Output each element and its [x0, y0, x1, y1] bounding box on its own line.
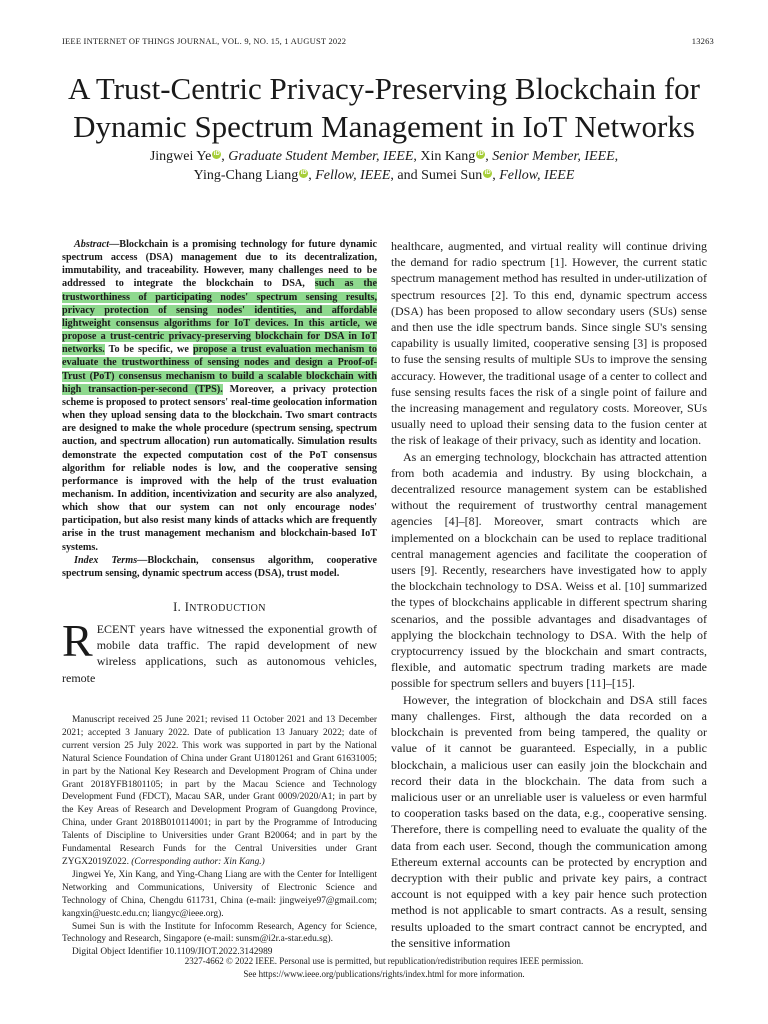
author-role: Fellow, IEEE	[499, 167, 575, 183]
orcid-icon[interactable]: iD	[213, 151, 220, 157]
rights-link[interactable]: See https://www.ieee.org/publications/rights/index.html for more information.	[243, 968, 525, 979]
copyright-line: 2327-4662 © 2022 IEEE. Personal use is permitted, but republication/redistribution requires IEEE permission.	[184, 956, 584, 966]
author-conjunction: and	[397, 167, 418, 183]
orcid-icon[interactable]: iD	[300, 169, 307, 176]
journal-name: IEEE INTERNET OF THINGS JOURNAL, VOL. 9, NO. 15, 1 AUGUST 2022	[62, 36, 347, 46]
index-terms-label: Index Terms	[74, 554, 138, 566]
footnote-affiliation: Sumei Sun is with the Institute for Infocomm Research, Agency for Science, Technology and Research, Singapore (e-mail: sunsm@i2r.a-star.edu.sg).	[62, 921, 377, 945]
author-list: Jingwei Ye iD , Graduate Student Member, IEEE, Xin Kang iD , Senior Member, IEEE, Ying-Chang Liang iD , Fellow, IEEE, and Sumei Sun iD , Fellow, IEEE	[149, 149, 619, 183]
section-heading: I. INTRODUCTION	[173, 600, 266, 615]
author-name: Sumei Sun	[421, 167, 483, 183]
author-name: Jingwei Ye	[149, 149, 212, 164]
abstract-text-pre: Blockchain is a promising technology for future dynamic spectrum access (DSA) management due to its decentralization, immutability, and traceability. However, many challenges need to be addressed to integrate the blockchain to DSA,	[62, 239, 377, 290]
footnote-doi: Digital Object Identifier 10.1109/JIOT.2022.3142989	[72, 947, 273, 958]
abstract-highlight: propose a trust evaluation mechanism to evaluate the trustworthiness of sensing nodes and design a Proof-of-Trust (PoT) consensus mechanism to build a scalable blockchain with high transaction-per-second (TPS).	[62, 344, 377, 395]
title-line-2: Dynamic Spectrum Management in IoT Networks	[73, 109, 695, 144]
orcid-icon[interactable]: iD	[477, 151, 484, 157]
body-paragraph: healthcare, augmented, and virtual reality will continue driving the demand for radio spectrum [1]. However, the current static spectrum management method has resulted in under-utilization of spectrum resources [2]. To this end, dynamic spectrum access (DSA) has been proposed to allow secondary users (SUs) sense and then use the idle spectrum bands. Since single SU's sensing capability is usually limited, cooperative sensing [3] is proposed to fuse the sensing results of multiple SUs to improve the sensing accuracy. However, the traditional usage of a center to collect and fuse sensing results faces the risk of a single point of failure and the increasing management and regulatory costs. Moreover, SUs usually need to upload their sensing data to the fusion center at the risk of leakage of their privacy, such as identity and location.	[391, 239, 707, 448]
intro-paragraph: ECENT years have witnessed the exponential growth of mobile data traffic. The rapid development of new wireless applications, such as autonomous vehicles, remote	[62, 622, 377, 685]
author-role: Graduate Student Member, IEEE	[228, 149, 414, 164]
author-role: Fellow, IEEE	[315, 167, 391, 183]
body-paragraph: However, the integration of blockchain and DSA still faces many challenges. First, although the data recorded on a blockchain is prevented from being tampered, the quality or value of it cannot be guaranteed. Especially, in a public blockchain, a malicious user can easily join the blockchain and record their data in the blockchain. The data from such a malicious user or an unreliable user is valueless or even harmful to cooperation tasks based on the data, e.g., cooperative sensing. Therefore, there is compelling need to evaluate the quality of the data from each user. Second, though the communication among Ethereum external accounts can be protected by encryption and decryption with their public and private key pairs, a contract account is not equipped with a key pair hence such protection method is not applicable to smart contracts. As a result, sensing results uploaded to the smart contract cannot be encrypted, and the sensitive information	[391, 692, 707, 950]
author-role: Senior Member, IEEE	[492, 149, 615, 164]
paper-title	[0, 70, 768, 146]
introduction-text	[62, 615, 377, 686]
footnote-funding: Manuscript received 25 June 2021; revised 11 October 2021 and 13 December 2021; accepted 3 January 2022. Date of publication 13 January 2022; date of current version 25 July 2022. This work was supported in part by the National Natural Science Foundation of China under Grant U1801261 and Grant 61631005; in part by the National Key Research and Development Program of China under Grant 2018YFB1801105; in part by the Macau Science and Technology Development Fund (FDCT), Macau SAR, under Grant 0009/2020/A1; in part by the Key Areas of Research and Development Program of Guangdong Province, China, under Grant 2018B010114001; in part by the Programme of Introducing Talents of Discipline to Universities under Grant B20064; and in part by the Fundamental Research Funds for the Central Universities under Grant ZYGX2019Z022. (Corresponding author: Xin Kang.)	[62, 715, 377, 867]
drop-cap: R	[62, 615, 93, 667]
author-name: Ying-Chang Liang	[193, 167, 299, 183]
page-number: 13263	[691, 36, 714, 46]
body-paragraph: As an emerging technology, blockchain has attracted attention from both academia and industry. By using blockchain, a decentralized resource management system can be established without the requirement of trustworthy central management agencies [4]–[8]. Moreover, smart contracts which are implemented on a blockchain can be used to replace traditional central management agencies and facilitate the cooperation of users [9]. Recently, researchers have investigated how to apply the blockchain technology to DSA. Weiss et al. [10] summarized the types of blockchains applicable in different spectrum sharing scenarios, and the possible advantages and disadvantages of applying the blockchain technology to DSA. With the help of cryptocurrency issued by the blockchain and smart contracts, flexible, and automatic spectrum trading markets are made possible for spectrum sellers and buyers [11]–[15].	[391, 449, 707, 691]
abstract-label: Abstract	[74, 239, 110, 250]
author-name: Xin Kang	[420, 149, 476, 164]
corresponding-author: (Corresponding author: Xin Kang.)	[131, 856, 265, 867]
orcid-icon[interactable]: iD	[484, 169, 491, 176]
abstract: Abstract—Blockchain is a promising technology for future dynamic spectrum access (DSA) management due to its decentralization, immutability, and traceability. However, many challenges need to be addressed to integrate the blockchain to DSA, such as the trustworthiness of participating nodes' spectrum sensing results, privacy protection of sensing nodes' identities, and affordable lightweight consensus algorithms for IoT devices. In this article, we propose a trust-centric privacy-preserving blockchain for DSA in IoT networks. To be specific, we propose a trust evaluation mechanism to evaluate the trustworthiness of sensing nodes and design a Proof-of-Trust (PoT) consensus mechanism to build a scalable blockchain with high transaction-per-second (TPS). Moreover, a privacy protection scheme is proposed to protect sensors' real-time geolocation information when they upload sensing data to the blockchain. Two smart contracts are designed to make the whole procedure (spectrum sensing, spectrum auction, and spectrum allocation) run automatically. Simulation results demonstrate the expected computation cost of the PoT consensus algorithm for reliable nodes is low, and the cooperative sensing performance is improved with the help of the trust evaluation mechanism. In addition, incentivization and security are also analyzed, which show that our system can not only encourage nodes' participation, but also resist many kinds of attacks which are frequently arise in the trust management mechanism and blockchain-based IoT systems. Index Terms—Blockchain, consensus algorithm, cooperative spectrum sensing, dynamic spectrum access (DSA), trust model.	[62, 239, 378, 579]
footnotes	[62, 714, 377, 959]
footnote-affiliation: Jingwei Ye, Xin Kang, and Ying-Chang Liang are with the Center for Intelligent Networking and Communications, University of Electronic Science and Technology of China, Chengdu 611731, China (e-mail: jingweiye97@gmail.com; kangxin@uestc.edu.cn; liangyc@ieee.org).	[62, 869, 377, 919]
left-column	[62, 238, 377, 686]
abstract-text-post: Moreover, a privacy protection scheme is proposed to protect sensors' real-time geolocation information when they upload sensing data to the blockchain. Two smart contracts are designed to make the whole procedure (spectrum sensing, spectrum auction, and spectrum allocation) run automatically. Simulation results demonstrate the expected computation cost of the PoT consensus algorithm for reliable nodes is low, and the cooperative sensing performance is improved with the help of the trust evaluation mechanism. In addition, incentivization and security are also analyzed, which show that our system can not only encourage nodes' participation, but also resist many kinds of attacks which are frequently arise in the trust management mechanism and blockchain-based IoT systems.	[62, 383, 378, 553]
right-column	[391, 238, 707, 951]
abstract-highlight: such as the trustworthiness of participating nodes' spectrum sensing results, privacy protection of sensing nodes' identities, and affordable lightweight consensus algorithms for IoT devices. In this article, we propose a trust-centric privacy-preserving blockchain for DSA in IoT networks.	[62, 278, 377, 356]
index-terms: Index Terms—Blockchain, consensus algorithm, cooperative spectrum sensing, dynamic spectrum access (DSA), trust model.	[62, 554, 377, 579]
title-line-1: A Trust-Centric Privacy-Preserving Blockchain for	[68, 71, 700, 106]
copyright-footer	[0, 955, 768, 980]
index-terms-text: Blockchain, consensus algorithm, cooperative spectrum sensing, dynamic spectrum access (DSA), trust model.	[62, 554, 377, 579]
abstract-text-mid: To be specific, we	[104, 344, 193, 356]
running-header	[62, 36, 714, 46]
